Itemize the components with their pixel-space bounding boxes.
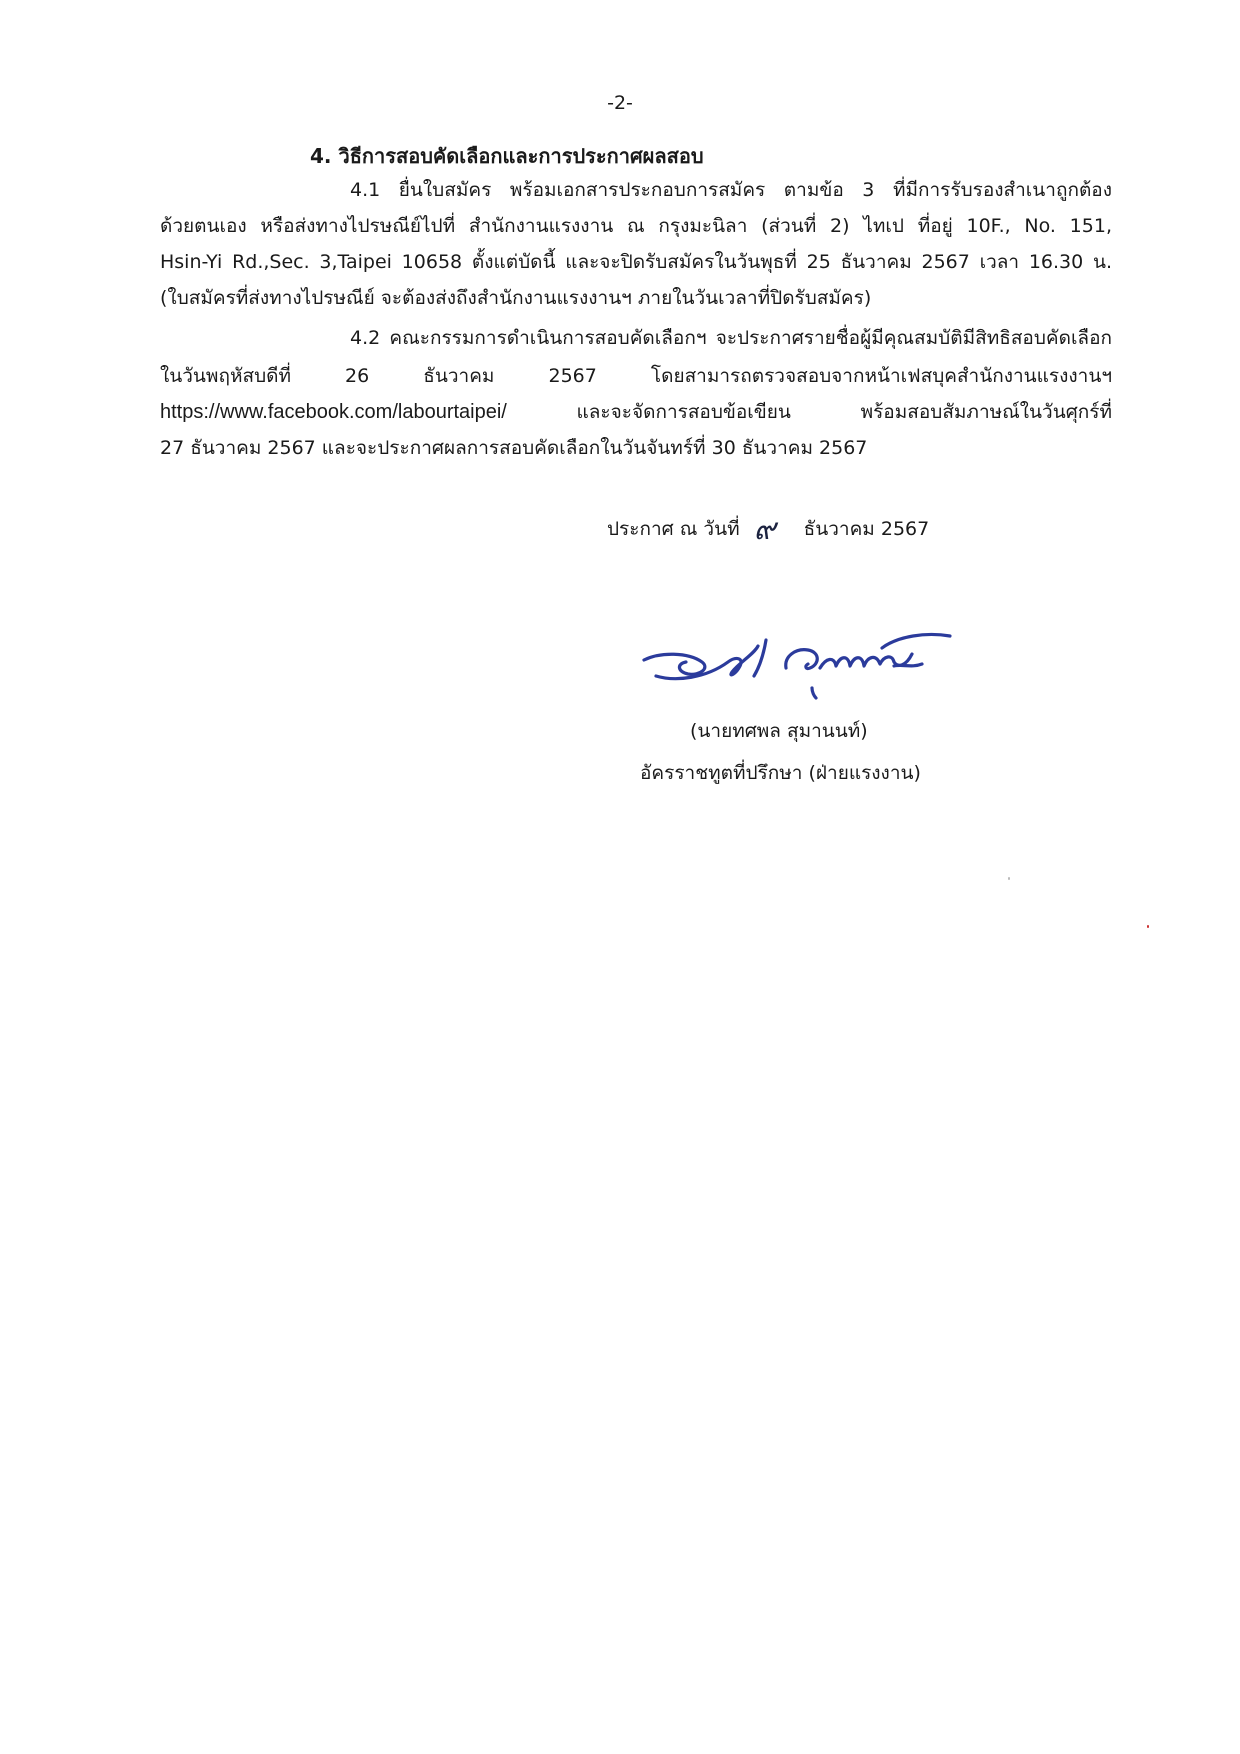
paragraph-4-2-line-3	[160, 398, 1112, 426]
announcement-prefix: ประกาศ ณ วันที่	[607, 518, 740, 540]
signature-stroke	[656, 646, 758, 679]
signatory-title: อัครราชทูตที่ปรึกษา (ฝ่ายแรงงาน)	[640, 762, 921, 784]
announcement-day-handwritten: ๙	[753, 512, 776, 547]
scan-speck	[1008, 877, 1010, 880]
paragraph-4-2-line-2: ในวันพฤหัสบดีที่ 26 ธันวาคม 2567 โดยสามารถตรวจสอบจากหน้าเฟสบุคสำนักงานแรงงานฯ	[160, 365, 1112, 387]
signature-stroke	[882, 635, 950, 649]
paragraph-4-2-line-4: 27 ธันวาคม 2567 และจะประกาศผลการสอบคัดเลือกในวันจันทร์ที่ 30 ธันวาคม 2567	[160, 437, 868, 459]
section-heading: 4. วิธีการสอบคัดเลือกและการประกาศผลสอบ	[310, 144, 704, 168]
page-number: -2-	[607, 92, 633, 114]
signature-stroke	[754, 640, 766, 676]
signature-stroke	[894, 664, 922, 666]
paragraph-4-1-line-1: 4.1 ยื่นใบสมัคร พร้อมเอกสารประกอบการสมัคร ตามข้อ 3 ที่มีการรับรองสำเนาถูกต้อง	[350, 179, 1112, 201]
facebook-url-text: https://www.facebook.com/labourtaipei/	[160, 401, 507, 423]
paragraph-4-1-line-3: Hsin-Yi Rd.,Sec. 3,Taipei 10658 ตั้งแต่บัดนี้ และจะปิดรับสมัครในวันพุธที่ 25 ธันวาคม 2567 เวลา 16.30 น.	[160, 251, 1112, 273]
signatory-name: (นายทศพล สุมานนท์)	[690, 720, 868, 742]
signature-stroke	[786, 650, 817, 669]
signature-stroke	[644, 654, 705, 674]
paragraph-4-2-line-3-text: และจะจัดการสอบข้อเขียน พร้อมสอบสัมภาษณ์ในวันศุกร์ที่	[576, 401, 1112, 423]
announcement-date	[607, 512, 930, 547]
paragraph-4-1-line-2: ด้วยตนเอง หรือส่งทางไปรษณีย์ไปที่ สำนักงานแรงงาน ณ กรุงมะนิลา (ส่วนที่ 2) ไทเป ที่อยู่ 10F., No. 151,	[160, 215, 1112, 237]
paragraph-4-1-line-4: (ใบสมัครที่ส่งทางไปรษณีย์ จะต้องส่งถึงสำนักงานแรงงานฯ ภายในวันเวลาที่ปิดรับสมัคร)	[160, 287, 872, 309]
scan-speck	[1147, 925, 1149, 928]
signature-image	[636, 618, 966, 728]
signature-stroke	[812, 688, 816, 698]
announcement-month-year: ธันวาคม 2567	[803, 518, 930, 540]
paragraph-4-2-line-1: 4.2 คณะกรรมการดำเนินการสอบคัดเลือกฯ จะประกาศรายชื่อผู้มีคุณสมบัติมีสิทธิสอบคัดเลือก	[350, 327, 1112, 349]
